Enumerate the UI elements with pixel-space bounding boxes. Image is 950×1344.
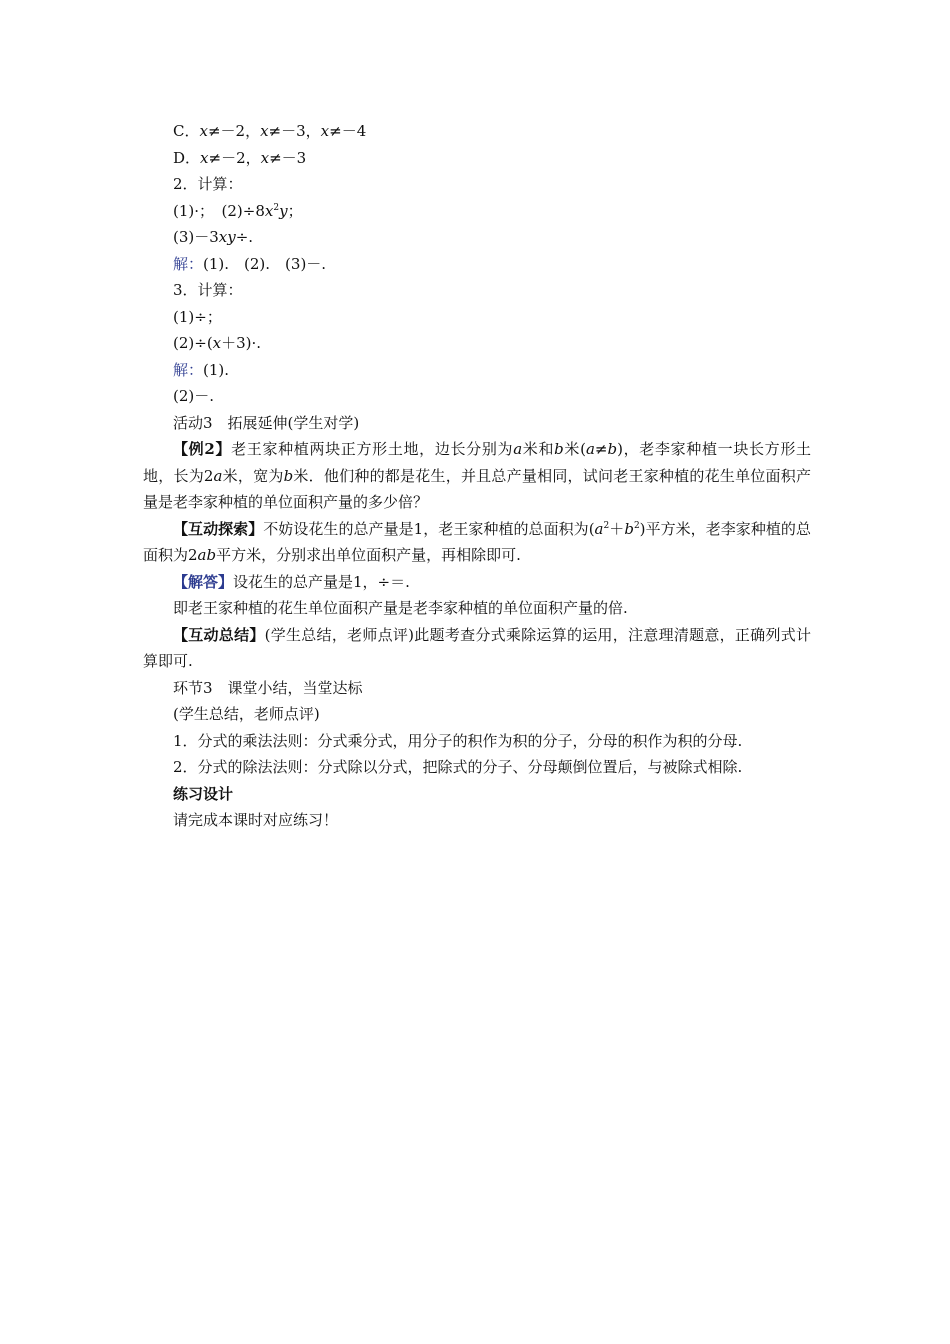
text: (学生总结，老师点评)此题考查分式乘除运算的运用，注意理清题意，正确列式计算即可. — [143, 625, 811, 670]
variable: a — [594, 519, 604, 538]
exploration-tag: 【互动探索】 — [173, 519, 264, 538]
option-label: D． — [173, 148, 201, 167]
variable: x — [260, 122, 269, 140]
multiplication-rule: 1．分式的乘法法则：分式乘分式，用分子的积作为积的分子，分母的积作为积的分母. — [173, 731, 743, 750]
variable: x — [200, 148, 209, 167]
text: ≠ — [594, 440, 608, 458]
answer-conclusion: 即老王家种植的花生单位面积产量是老李家种植的单位面积产量的倍. — [173, 599, 628, 617]
variable: x — [320, 122, 330, 140]
solution-label: 解： — [173, 360, 204, 379]
text: ≠－2， — [207, 122, 261, 140]
question-3-part-1: (1)÷； — [173, 307, 222, 326]
text: ≠－2， — [208, 148, 261, 167]
question-3-solution-1 — [143, 357, 811, 384]
text: 设花生的总产量是1，÷＝. — [233, 572, 410, 591]
example-tag: 【例2】 — [173, 440, 232, 458]
variable: y — [279, 201, 288, 220]
division-rule: 2．分式的除法法则：分式除以分式，把除式的分子、分母颠倒位置后，与被除式相除. — [173, 758, 743, 776]
text: (1)·； (2)÷8 — [173, 201, 265, 220]
variable: b — [624, 519, 634, 538]
variable: ab — [197, 546, 217, 564]
variable: x — [264, 201, 274, 220]
question-3-solution-2: (2)－. — [173, 387, 215, 405]
text: ＋ — [609, 519, 625, 538]
section-3-subtitle: (学生总结，老师点评) — [173, 705, 320, 723]
question-3-part-2 — [143, 330, 811, 357]
text: )，老李家种植一块长方形土地，长为2 — [143, 440, 811, 485]
variable: a — [213, 466, 223, 485]
text: 米，宽为 — [222, 466, 284, 485]
option-d — [143, 145, 811, 172]
variable: b — [283, 466, 294, 485]
example-2 — [143, 436, 811, 516]
document-body — [143, 118, 811, 834]
answer-tag: 【解答】 — [173, 572, 234, 591]
answer — [143, 569, 811, 596]
option-label: C． — [173, 122, 200, 140]
summary-tag: 【互动总结】 — [173, 625, 265, 644]
text: 不妨设花生的总产量是1，老王家种植的总面积为( — [263, 519, 595, 538]
text: ≠－3 — [269, 148, 307, 167]
option-c — [143, 118, 811, 145]
question-2-part-1-2 — [143, 198, 811, 225]
variable: x — [212, 334, 222, 352]
text: 米．他们种的都是花生，并且总产量相同，试问老王家种植的花生单位面积产量是老李家种植的单位面积产量的多少倍？ — [143, 466, 811, 511]
interactive-summary — [143, 622, 811, 675]
variable: a — [585, 440, 595, 458]
activity-3-heading: 活动3 拓展延伸(学生对学) — [173, 413, 360, 432]
text: ÷. — [235, 228, 254, 246]
text: 老王家种植两块正方形土地，边长分别为 — [231, 440, 514, 458]
variable: x — [260, 148, 270, 167]
question-2-title: 2．计算： — [173, 175, 243, 193]
text: (1). — [203, 360, 230, 379]
variable: xy — [218, 228, 236, 246]
exponent: 2 — [633, 520, 640, 531]
practice-instruction: 请完成本课时对应练习！ — [173, 811, 339, 829]
section-3-heading: 环节3 课堂小结，当堂达标 — [173, 678, 363, 697]
practice-heading: 练习设计 — [173, 784, 234, 803]
text: 米和 — [522, 440, 555, 458]
text: (1). (2). (3)－. — [203, 254, 327, 273]
question-2-part-3 — [143, 224, 811, 251]
text: (2)÷( — [173, 334, 213, 352]
text: ≠－4 — [329, 122, 367, 140]
exponent: 2 — [603, 520, 610, 531]
question-3-title: 3．计算： — [173, 281, 243, 299]
variable: b — [607, 440, 618, 458]
text: ＋3)·. — [221, 334, 262, 352]
question-2-solution — [143, 251, 811, 278]
text: 平方米，分别求出单位面积产量，再相除即可. — [216, 546, 521, 564]
variable: a — [513, 440, 523, 458]
interactive-exploration — [143, 516, 811, 569]
variable: b — [554, 440, 564, 458]
text: ≠－3， — [268, 122, 321, 140]
text: )平方米，老李家种植的总面积为2 — [143, 519, 811, 564]
variable: x — [199, 122, 208, 140]
text: ； — [287, 201, 303, 220]
solution-label: 解： — [173, 254, 204, 273]
text: 米( — [563, 440, 586, 458]
text: (3)－3 — [173, 228, 219, 246]
exponent: 2 — [273, 202, 280, 213]
